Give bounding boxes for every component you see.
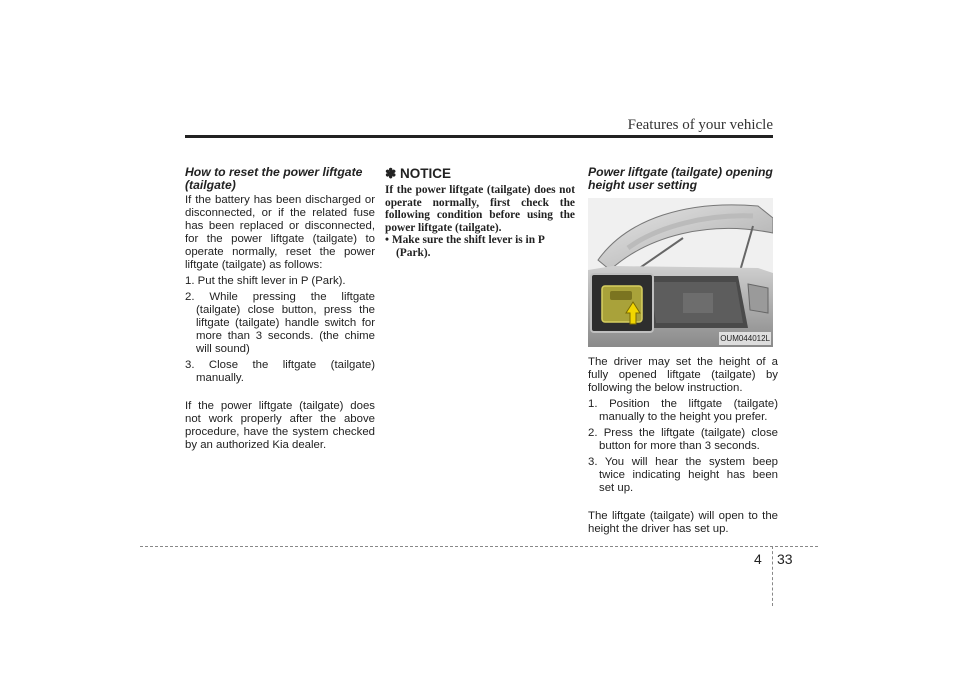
reset-outro: If the power liftgate (tailgate) does not work properly after the above procedure, have the system checked by an authorized Kia dealer. bbox=[185, 400, 375, 451]
reset-step: 3. Close the liftgate (tailgate) manually. bbox=[185, 359, 375, 384]
header-rule bbox=[185, 135, 773, 138]
height-setting-step: 3. You will hear the system beep twice indicating height has been set up. bbox=[588, 456, 778, 494]
page-number: 33 bbox=[777, 551, 793, 567]
height-setting-title: Power liftgate (tailgate) opening height user setting bbox=[588, 165, 773, 192]
notice-body: If the power liftgate (tailgate) does not operate normally, first check the following condition before using the power liftgate (tailgate). bbox=[385, 184, 575, 234]
liftgate-illustration bbox=[588, 198, 773, 347]
reset-title: How to reset the power liftgate (tailgate) bbox=[185, 165, 363, 192]
figure-code: OUM044012L bbox=[720, 334, 770, 343]
footer-divider bbox=[772, 546, 773, 606]
notice-section bbox=[385, 166, 575, 260]
header-title: Features of your vehicle bbox=[627, 117, 773, 133]
notice-bullet: • Make sure the shift lever is in P (Park). bbox=[385, 234, 545, 259]
height-setting-outro: The liftgate (tailgate) will open to the height the driver has set up. bbox=[588, 510, 778, 535]
footer-rule bbox=[140, 546, 818, 547]
liftgate-figure bbox=[588, 198, 773, 347]
height-setting-step: 2. Press the liftgate (tailgate) close button for more than 3 seconds. bbox=[588, 427, 778, 452]
reset-intro: If the battery has been discharged or disconnected, or if the related fuse has been replaced or disconnected, for the power liftgate (tailgate) to operate normally, reset the power liftgate (tailgate) as follows: bbox=[185, 194, 375, 271]
notice-title: ✽ NOTICE bbox=[385, 166, 452, 181]
reset-section bbox=[185, 166, 375, 455]
reset-step: 2. While pressing the liftgate (tailgate) close button, press the liftgate (tailgate) handle switch for more than 3 seconds. (the chime will sound) bbox=[185, 291, 375, 355]
reset-step: 1. Put the shift lever in P (Park). bbox=[185, 275, 346, 287]
chapter-number: 4 bbox=[754, 551, 762, 567]
height-setting-intro: The driver may set the height of a fully opened liftgate (tailgate) by following the below instruction. bbox=[588, 356, 778, 394]
height-setting-step: 1. Position the liftgate (tailgate) manually to the height you prefer. bbox=[588, 398, 778, 423]
height-setting-section bbox=[588, 166, 778, 539]
